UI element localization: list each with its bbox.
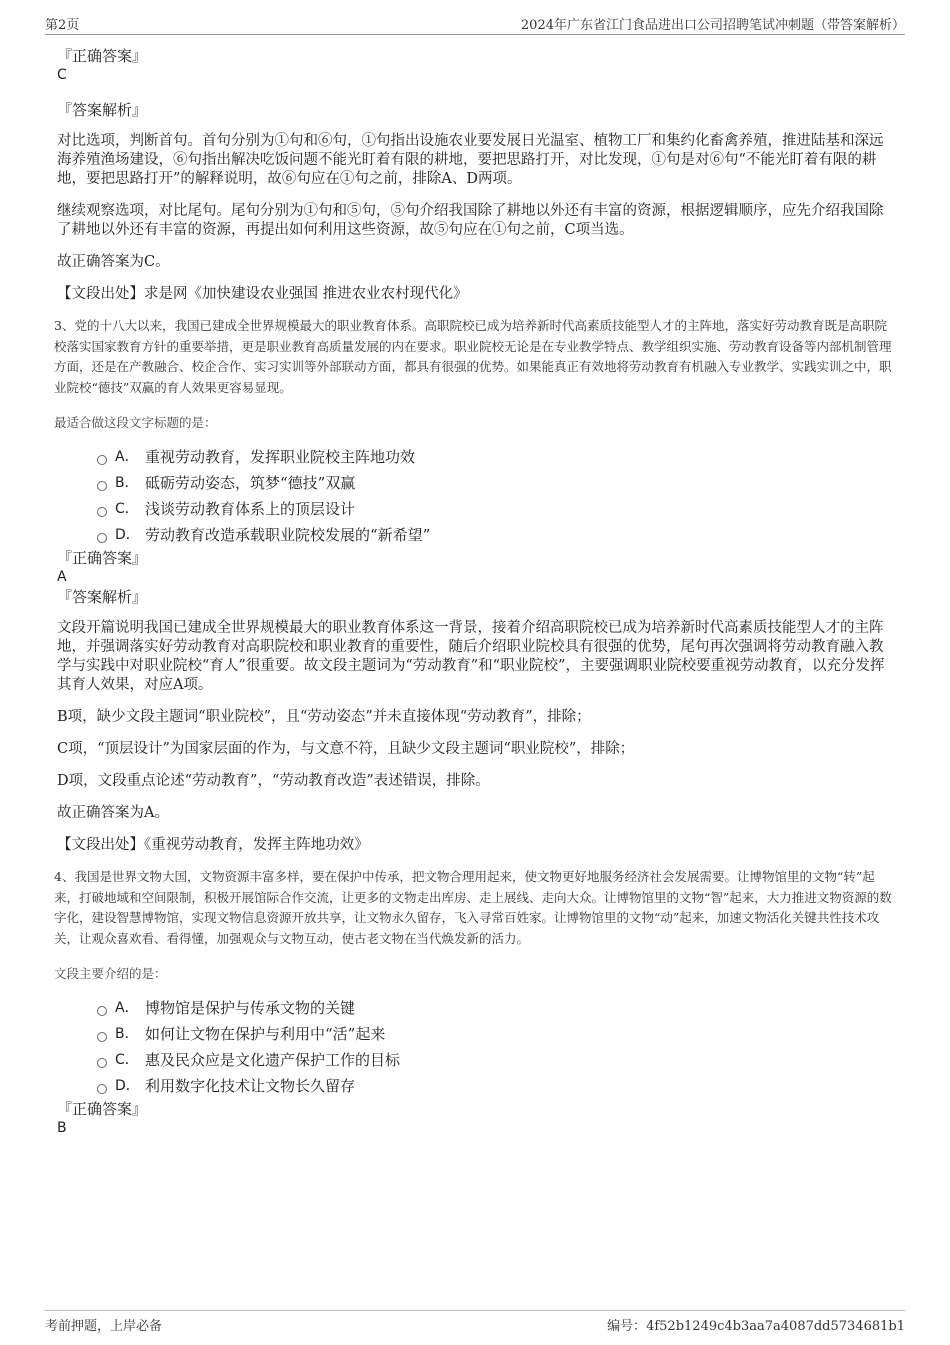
option-letter: A． [115,1000,139,1016]
option-letter: D． [115,1078,140,1094]
option-text: 砥砺劳动姿态，筑梦“德技”双赢 [145,474,356,492]
page-number: 第2页 [45,18,80,33]
q3-analysis-paragraph: 文段开篇说明我国已建成全世界规模最大的职业教育体系这一背景，接着介绍高职院校已成为培养新时代高素质技能型人才的主阵地，并强调落实好劳动教育对高职院校和职业教育的重要性，随后介绍职业院校具有很强的优势，尾句再次强调将劳动教育融入教学与实践中对职业院校“育人”很重要。故文段主题词为“劳动教育”和“职业院校”，主要强调职业院校要重视劳动教育，以充分发挥其育人效果，对应A项。 [57,620,885,693]
q2-analysis-paragraph: 继续观察选项，对比尾句。尾句分别为①句和⑤句，⑤句介绍我国除了耕地以外还有丰富的资源，根据逻辑顺序，应先介绍我国除了耕地以外还有丰富的资源，再提出如何利用这些资源，故⑤句应在①句之前，C项当选。 [57,203,884,238]
q4-answer-label: 『正确答案』 [57,1100,148,1118]
option-letter: B． [115,475,139,491]
q3-source: 【文段出处】《重视劳动教育，发挥主阵地功效》 [57,837,369,853]
q4-option-c[interactable] [57,1047,897,1073]
radio-button[interactable] [97,1032,107,1042]
q4-options [57,995,897,1099]
option-text: 惠及民众应是文化遗产保护工作的目标 [145,1051,401,1069]
q3-conclusion: 故正确答案为A。 [57,805,169,821]
document-title: 2024年广东省江门食品进出口公司招聘笔试冲刺题（带答案解析） [520,18,905,33]
document-id: 编号：4f52b1249c4b3aa7a4087dd5734681b1 [607,1319,905,1334]
radio-button[interactable] [97,533,107,543]
q4-question-text: 4、我国是世界文物大国，文物资源丰富多样，要在保护中传承，把文物合理用起来，使文物更好地服务经济社会发展需要。让博物馆里的文物“转”起来，打破地域和空间限制，积极开展馆际合作交流，让更多的文物走出库房、走上展线、走向大众。让博物馆里的文物“智”起来，大力推进文物资源的数字化，建设智慧博物馆，实现文物信息资源开放共享，让文物永久留存，飞入寻常百姓家。让博物馆里的文物“动”起来，加速文物活化关键共性技术攻关，让观众喜欢看、看得懂，加强观众与文物互动，使古老文物在当代焕发新的活力。 [54,869,892,946]
q4-answer: B [57,1120,67,1136]
radio-button[interactable] [97,1058,107,1068]
q3-question-text: 3、党的十八大以来，我国已建成全世界规模最大的职业教育体系。高职院校已成为培养新时代高素质技能型人才的主阵地，落实好劳动教育既是高职院校落实国家教育方针的重要举措，更是职业教育高质量发展的内在要求。职业院校无论是在专业教学特点、教学组织实施、劳动教育设备等内部机制管理方面，还是在产教融合、校企合作、实习实训等外部联动方面，都具有很强的优势。如果能真正有效地将劳动教育有机融入专业教学、实践实训之中，职业院校“德技”双赢的育人效果更容易显现。 [54,318,892,395]
q3-prompt: 最适合做这段文字标题的是： [54,415,217,430]
q3-option-b[interactable] [57,470,897,496]
q3-analysis-paragraph: B项，缺少文段主题词“职业院校”，且“劳动姿态”并未直接体现“劳动教育”，排除； [57,709,591,725]
q3-option-a[interactable] [57,444,897,470]
q3-analysis-label: 『答案解析』 [57,588,148,606]
q4-prompt: 文段主要介绍的是： [54,966,167,981]
q2-analysis-paragraph: 对比选项，判断首句。首句分别为①句和⑥句，①句指出设施农业要发展日光温室、植物工厂和集约化畜禽养殖，推进陆基和深远海养殖渔场建设，⑥句指出解决吃饭问题不能光盯着有限的耕地，要把思路打开，对比发现，①句是对⑥句“不能光盯着有限的耕地，要把思路打开”的解释说明，故⑥句应在①句之前，排除A、D两项。 [57,133,884,187]
option-letter: D． [115,527,140,543]
q2-analysis-label: 『答案解析』 [57,101,148,119]
q4-option-b[interactable] [57,1021,897,1047]
radio-button[interactable] [97,1006,107,1016]
option-letter: C． [115,1052,139,1068]
option-text: 劳动教育改造承载职业院校发展的“新希望” [145,526,431,544]
q4-option-d[interactable] [57,1073,897,1099]
page-footer [45,1310,905,1335]
option-letter: B． [115,1026,139,1042]
q2-answer: C [57,67,67,83]
option-text: 浅谈劳动教育体系上的顶层设计 [145,500,356,518]
q2-answer-label: 『正确答案』 [57,47,148,65]
footer-slogan: 考前押题，上岸必备 [45,1319,163,1334]
option-text: 博物馆是保护与传承文物的关键 [145,999,356,1017]
q2-source: 【文段出处】求是网《加快建设农业强国 推进农业农村现代化》 [57,286,468,302]
q3-options [57,444,897,548]
radio-button[interactable] [97,455,107,465]
option-text: 利用数字化技术让文物长久留存 [145,1077,356,1095]
q3-analysis-paragraph: D项，文段重点论述“劳动教育”，“劳动教育改造”表述错误，排除。 [57,773,490,789]
option-text: 如何让文物在保护与利用中“活”起来 [145,1025,386,1043]
radio-button[interactable] [97,507,107,517]
radio-button[interactable] [97,1084,107,1094]
page-content [54,46,897,1138]
q4-option-a[interactable] [57,995,897,1021]
q3-answer: A [57,569,67,585]
q3-option-c[interactable] [57,496,897,522]
q3-option-d[interactable] [57,522,897,548]
option-letter: A． [115,449,139,465]
page-header [45,14,905,35]
option-letter: C． [115,501,139,517]
q3-answer-label: 『正确答案』 [57,549,148,567]
option-text: 重视劳动教育，发挥职业院校主阵地功效 [145,448,416,466]
q3-analysis-paragraph: C项，“顶层设计”为国家层面的作为，与文意不符，且缺少文段主题词“职业院校”，排除； [57,741,635,757]
q2-conclusion: 故正确答案为C。 [57,254,170,270]
radio-button[interactable] [97,481,107,491]
